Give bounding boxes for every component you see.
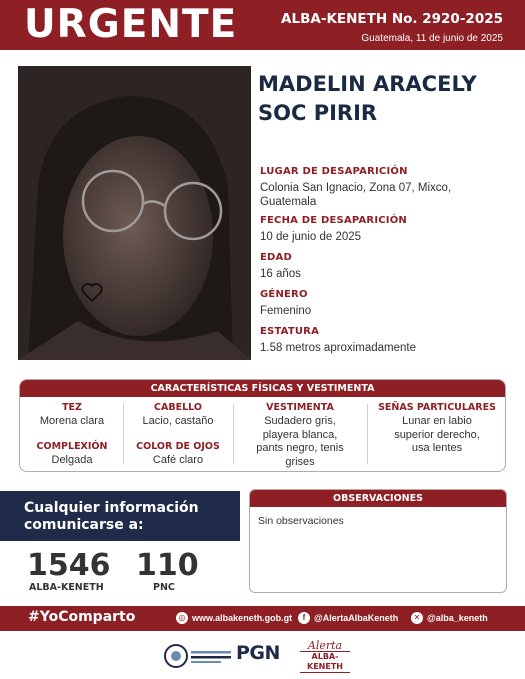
phone-alba-keneth: 1546 bbox=[27, 548, 111, 583]
clothing-line: playera blanca, bbox=[262, 428, 338, 441]
gender-value: Femenino bbox=[260, 305, 312, 317]
divider bbox=[367, 404, 368, 464]
hair-value: Lacio, castaño bbox=[142, 415, 214, 427]
height-label: ESTATURA bbox=[260, 326, 320, 337]
place-value-line2: Guatemala bbox=[260, 196, 317, 208]
marks-label: SEÑAS PARTICULARES bbox=[378, 402, 496, 413]
marks-value bbox=[370, 415, 504, 456]
guatemala-seal-icon bbox=[163, 641, 233, 671]
pgn-logo: PGN bbox=[236, 642, 280, 664]
facebook-icon: f bbox=[298, 612, 310, 624]
age-label: EDAD bbox=[260, 252, 292, 263]
globe-icon: ◎ bbox=[176, 612, 188, 624]
header-bar bbox=[0, 0, 525, 50]
website-text: www.albakeneth.gob.gt bbox=[192, 613, 293, 623]
heart-icon bbox=[80, 280, 104, 304]
clothing-label: VESTIMENTA bbox=[266, 402, 334, 413]
complexion-value: Delgada bbox=[51, 453, 93, 466]
marks-column bbox=[370, 402, 504, 456]
hashtag: #YoComparto bbox=[28, 609, 136, 625]
phone-pnc: 110 bbox=[136, 548, 199, 583]
contact-heading-line2: comunicarse a: bbox=[24, 517, 144, 533]
case-number: ALBA-KENETH No. 2920-2025 bbox=[281, 11, 503, 27]
tez-column bbox=[24, 402, 120, 467]
place-value-line1: Colonia San Ignacio, Zona 07, Mixco, bbox=[260, 182, 452, 194]
tez-value: Morena clara bbox=[39, 415, 105, 427]
eyes-value: Café claro bbox=[152, 453, 204, 466]
clothing-value bbox=[236, 415, 364, 469]
clothing-line: grises bbox=[285, 455, 315, 468]
marks-line: superior derecho, bbox=[394, 428, 480, 441]
date-value: 10 de junio de 2025 bbox=[260, 231, 362, 243]
clothing-line: Sudadero gris, bbox=[264, 415, 336, 427]
twitter-link[interactable] bbox=[411, 612, 488, 624]
age-value: 16 años bbox=[260, 268, 301, 280]
characteristics-panel bbox=[19, 379, 506, 472]
urgent-title: URGENTE bbox=[24, 2, 238, 47]
contact-heading-line1: Cualquier información bbox=[24, 500, 199, 516]
footer-bar bbox=[0, 606, 525, 631]
hair-label: CABELLO bbox=[154, 402, 202, 413]
contact-heading bbox=[0, 491, 240, 541]
x-twitter-icon: ✕ bbox=[411, 612, 423, 624]
field-place bbox=[260, 166, 515, 209]
observations-title: OBSERVACIONES bbox=[250, 490, 506, 507]
hair-column bbox=[126, 402, 230, 467]
field-date bbox=[260, 215, 515, 244]
person-name-line2: SOC PIRIR bbox=[258, 101, 378, 125]
tez-label: TEZ bbox=[62, 402, 82, 413]
height-value: 1.58 metros aproximadamente bbox=[260, 342, 416, 354]
phone-alba-keneth-label: ALBA-KENETH bbox=[29, 582, 104, 593]
alerta-logo-line2: ALBA-KENETH bbox=[300, 651, 350, 673]
field-gender bbox=[260, 289, 515, 318]
facebook-text: @AlertaAlbaKeneth bbox=[314, 613, 399, 623]
clothing-line: pants negro, tenis bbox=[256, 442, 344, 454]
divider bbox=[123, 404, 124, 464]
phone-pnc-label: PNC bbox=[153, 582, 175, 593]
observations-panel bbox=[249, 489, 507, 593]
marks-line: Lunar en labio bbox=[402, 415, 472, 427]
alerta-logo-line1: Alerta bbox=[307, 639, 343, 652]
person-name-line1: MADELIN ARACELY bbox=[258, 72, 477, 96]
website-link[interactable] bbox=[176, 612, 292, 624]
gender-label: GÉNERO bbox=[260, 289, 308, 300]
twitter-text: @alba_keneth bbox=[427, 613, 488, 623]
logos-row bbox=[0, 636, 525, 676]
field-age bbox=[260, 252, 515, 281]
date-label: FECHA DE DESAPARICIÓN bbox=[260, 215, 407, 226]
marks-line: usa lentes bbox=[411, 442, 463, 454]
person-name bbox=[258, 70, 518, 128]
case-date: Guatemala, 11 de junio de 2025 bbox=[361, 33, 503, 44]
characteristics-title: CARACTERÍSTICAS FÍSICAS Y VESTIMENTA bbox=[20, 380, 505, 397]
observations-text: Sin observaciones bbox=[258, 515, 344, 527]
eyes-label: COLOR DE OJOS bbox=[136, 440, 220, 452]
divider bbox=[233, 404, 234, 464]
facebook-link[interactable] bbox=[298, 612, 398, 624]
clothing-column bbox=[236, 402, 364, 469]
place-value bbox=[260, 181, 515, 209]
alerta-alba-keneth-logo bbox=[300, 640, 350, 673]
person-photo bbox=[18, 66, 251, 360]
place-label: LUGAR DE DESAPARICIÓN bbox=[260, 166, 408, 177]
field-height bbox=[260, 326, 515, 355]
complexion-label: COMPLEXIÓN bbox=[36, 440, 108, 452]
